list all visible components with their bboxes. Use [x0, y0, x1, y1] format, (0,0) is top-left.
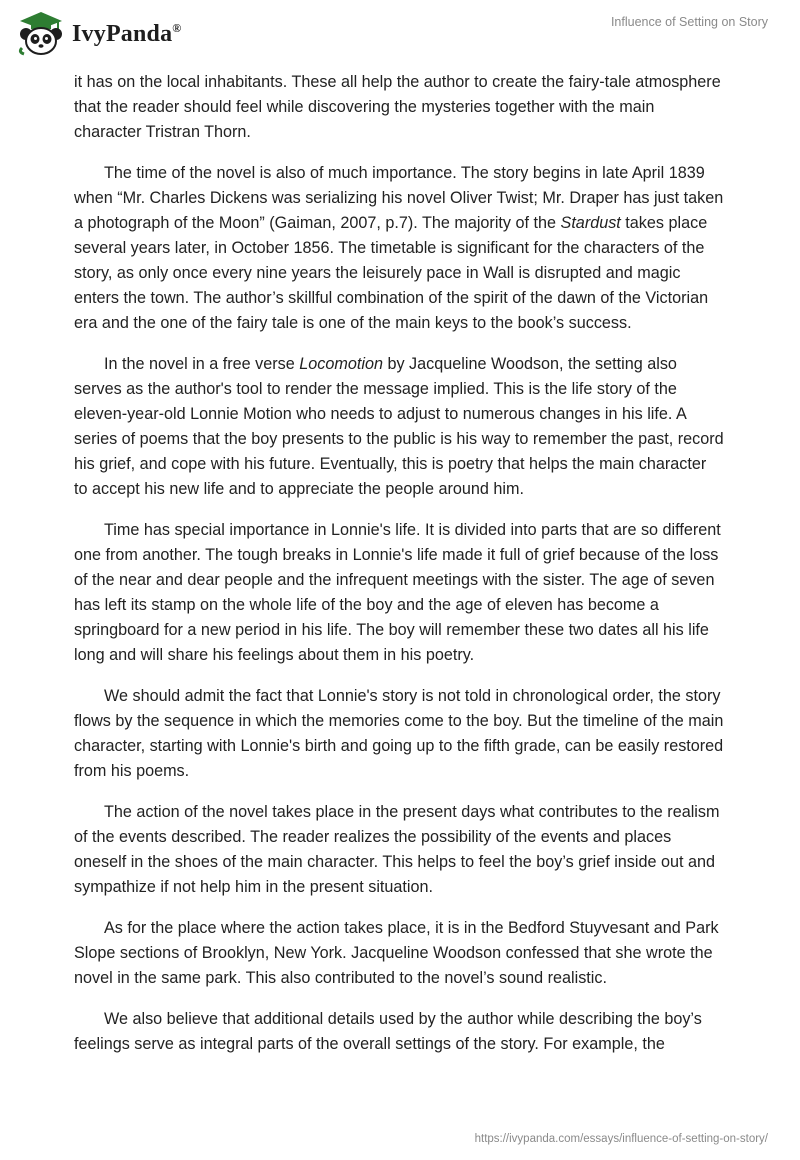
- essay-paragraph: [74, 684, 724, 784]
- brand-logo[interactable]: [14, 8, 181, 56]
- paragraph-text: As for the place where the action takes place, it is in the Bedford Stuyvesant and Park Slope sections of Brooklyn, New York. Jacqueline Woodson confessed that she wrote the novel in the same park. This also contributed to the novel’s sound realistic.: [74, 919, 719, 987]
- paragraph-text: takes place several years later, in October 1856. The timetable is significant for the characters of the story, as only once every nine years the leisurely pace in Wall is disrupted and magic enters the town. The author’s skillful combination of the spirit of the dawn of the Victorian era and the one of the fairy tale is one of the main keys to the book’s success.: [74, 214, 709, 332]
- paragraph-text: The time of the novel is also of much importance. The story begins in late April 1839 when “Mr. Charles Dickens was serializing his novel Oliver Twist; Mr. Draper has just taken a photograph of the Moon” (Gaiman, 2007, p.7). The majority of the: [74, 164, 724, 232]
- paragraph-text: it has on the local inhabitants. These all help the author to create the fairy-tale atmosphere that the reader should feel while discovering the mysteries together with the main character Tristran Thorn.: [74, 73, 721, 141]
- brand-name: IvyPanda®: [72, 20, 182, 47]
- essay-body: [74, 70, 724, 1073]
- panda-graduate-icon: [14, 8, 66, 56]
- source-url[interactable]: https://ivypanda.com/essays/influence-of-setting-on-story/: [474, 1133, 768, 1145]
- paragraph-text: We also believe that additional details used by the author while describing the boy’s feelings serve as integral parts of the overall settings of the story. For example, the: [74, 1010, 702, 1053]
- paragraph-text: Time has special importance in Lonnie's life. It is divided into parts that are so different one from another. The tough breaks in Lonnie's life made it full of grief because of the loss of the near and dear people and the infrequent meetings with the sister. The age of seven has left its stamp on the whole life of the boy and the age of eleven has become a springboard for a new period in his life. The boy will remember these two dates all his life long and will share his feelings about them in his poetry.: [74, 521, 721, 664]
- paragraph-text: The action of the novel takes place in the present days what contributes to the realism of the events described. The reader realizes the possibility of the events and places oneself in the shoes of the main character. This helps to feel the boy’s grief inside out and sympathize if not help him in the present situation.: [74, 803, 720, 896]
- essay-paragraph: [74, 800, 724, 900]
- essay-paragraph: [74, 161, 724, 336]
- paragraph-text: We should admit the fact that Lonnie's story is not told in chronological order, the story flows by the sequence in which the memories come to the boy. But the timeline of the main character, starting with Lonnie's birth and going up to the fifth grade, can be easily restored from his poems.: [74, 687, 724, 780]
- book-title: Locomotion: [299, 355, 383, 373]
- page-header: [0, 0, 800, 70]
- paragraph-text: In the novel in a free verse: [104, 355, 300, 373]
- essay-paragraph: [74, 518, 724, 668]
- paragraph-text: by Jacqueline Woodson, the setting also serves as the author's tool to render the message implied. This is the life story of the eleven-year-old Lonnie Motion who needs to adjust to numerous changes in his life. A series of poems that the boy presents to the public is his way to remember the past, record his grief, and cope with his future. Eventually, this is poetry that helps the main character to accept his new life and to appreciate the people around him.: [74, 355, 724, 498]
- essay-paragraph: [74, 916, 724, 991]
- essay-paragraph: [74, 352, 724, 502]
- book-title: Stardust: [560, 214, 621, 232]
- essay-paragraph: [74, 70, 724, 145]
- document-title: Influence of Setting on Story: [610, 15, 768, 29]
- essay-paragraph: [74, 1007, 724, 1057]
